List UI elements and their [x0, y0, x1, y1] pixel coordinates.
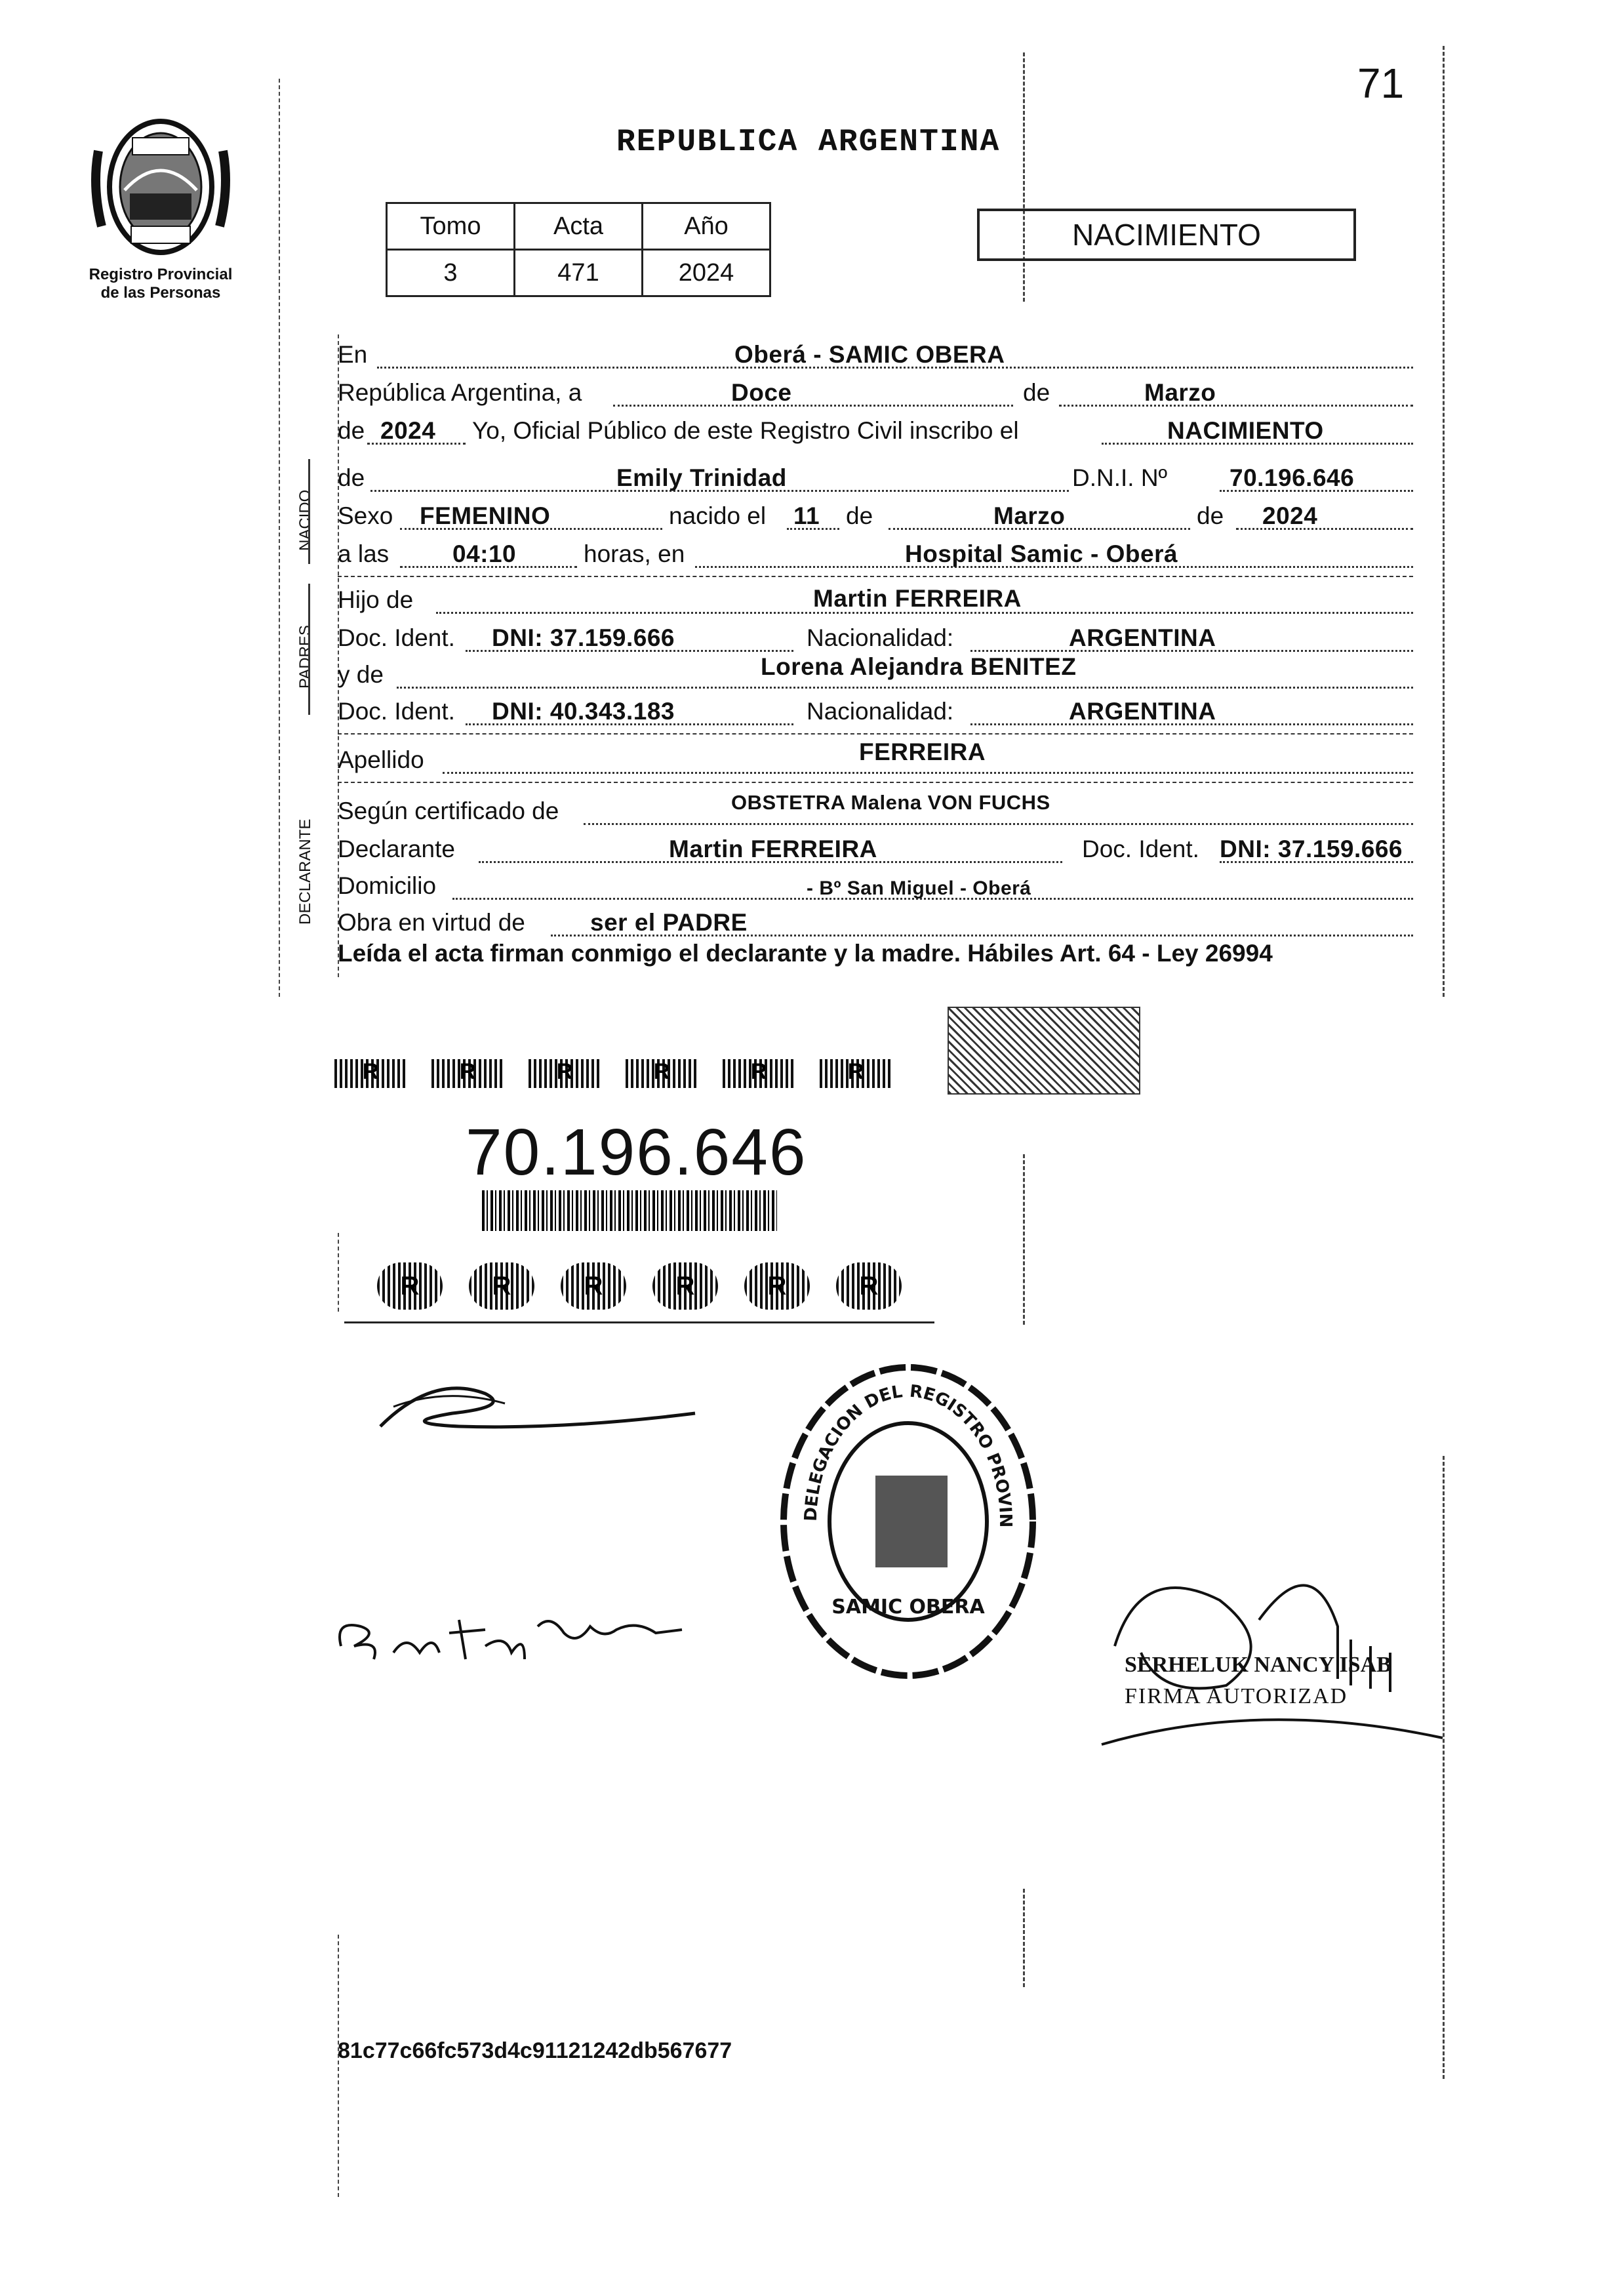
- value-birth-day: 11: [793, 502, 820, 529]
- value-anio: 2024: [643, 250, 770, 296]
- reference-table-value-row: [387, 250, 770, 296]
- row-doc1: [338, 619, 1413, 657]
- label-certificado: Según certificado de: [338, 797, 559, 824]
- stamp-graphic: [770, 1358, 1046, 1685]
- security-band-glyph: R: [469, 1262, 534, 1310]
- label-doc1: Doc. Ident.: [338, 624, 455, 651]
- label-de4: de: [846, 502, 873, 529]
- logo-block: [79, 111, 243, 302]
- section-label-nacido: NACIDO: [296, 489, 314, 551]
- barcode: [482, 1190, 777, 1231]
- center-dashed-line: [1023, 52, 1025, 302]
- center-dashed-line-lower: [1023, 1154, 1025, 1325]
- security-band-glyph: R: [334, 1059, 407, 1088]
- value-place: Hospital Samic - Oberá: [905, 540, 1178, 567]
- label-horas: horas, en: [584, 540, 685, 567]
- row-apellido: [338, 738, 1413, 779]
- document-title: REPUBLICA ARGENTINA: [616, 125, 1001, 160]
- label-obra: Obra en virtud de: [338, 909, 525, 936]
- document-hash: 81c77c66fc573d4c91121242db567677: [338, 2038, 732, 2063]
- value-declarante: Martin FERREIRA: [669, 836, 877, 862]
- value-nac2: ARGENTINA: [1069, 698, 1216, 725]
- dotted-line: [613, 405, 1013, 407]
- value-obra: ser el PADRE: [590, 909, 748, 936]
- row-y-de: [338, 653, 1413, 694]
- value-birth-year: 2024: [1262, 502, 1318, 529]
- security-band-glyph: R: [431, 1059, 504, 1088]
- value-day: Doce: [731, 379, 792, 406]
- security-band-glyph: R: [377, 1262, 443, 1310]
- logo-caption-line2: de las Personas: [100, 284, 221, 302]
- value-year: 2024: [380, 417, 436, 444]
- label-apellido: Apellido: [338, 746, 424, 773]
- row-declarante: [338, 830, 1413, 868]
- value-nac1: ARGENTINA: [1069, 624, 1216, 651]
- value-doc1: DNI: 37.159.666: [492, 624, 675, 651]
- value-domicilio: - Bº San Miguel - Oberá: [807, 877, 1031, 899]
- label-a-las: a las: [338, 540, 390, 567]
- row-sexo: [338, 497, 1413, 535]
- value-tomo: 3: [387, 250, 515, 296]
- signature-name: SERHELUK NANCY ISAB: [1125, 1653, 1391, 1677]
- label-sexo: Sexo: [338, 502, 393, 529]
- security-band-glyph: R: [561, 1262, 626, 1310]
- left-dashed-line: [279, 79, 280, 997]
- row-doc2: [338, 693, 1413, 731]
- security-band-glyph: R: [820, 1059, 892, 1088]
- header-anio: Año: [643, 203, 770, 250]
- security-band-glyph: R: [744, 1262, 810, 1310]
- label-de3: de: [338, 464, 365, 491]
- provincial-seal-logo: [85, 111, 236, 262]
- label-domicilio: Domicilio: [338, 872, 437, 899]
- value-mother: Lorena Alejandra BENITEZ: [761, 653, 1077, 680]
- value-father: Martin FERREIRA: [813, 585, 1022, 612]
- section-label-declarante: DECLARANTE: [296, 818, 314, 925]
- value-doc2: DNI: 40.343.183: [492, 698, 675, 725]
- security-band-glyph: R: [529, 1059, 601, 1088]
- label-y-de: y de: [338, 661, 384, 688]
- value-en: Oberá - SAMIC OBERA: [734, 341, 1005, 368]
- row-inscribo: [338, 412, 1413, 450]
- dotted-line: [1059, 405, 1413, 407]
- separator-line: [338, 733, 1413, 735]
- dotted-line: [443, 772, 1413, 774]
- row-name: [338, 459, 1413, 497]
- label-nac2: Nacionalidad:: [807, 698, 954, 725]
- reference-table-header-row: [387, 203, 770, 250]
- value-time: 04:10: [452, 540, 517, 567]
- value-sexo: FEMENINO: [420, 502, 551, 529]
- label-yo: Yo, Oficial Público de este Registro Civil inscribo el: [472, 417, 1019, 444]
- value-month: Marzo: [1144, 379, 1216, 406]
- label-doc3: Doc. Ident.: [1082, 836, 1199, 862]
- security-band-bottom: [344, 1262, 934, 1323]
- value-dni: 70.196.646: [1229, 464, 1355, 491]
- right-dashed-line: [1443, 46, 1445, 997]
- separator-line: [338, 576, 1413, 577]
- form-left-line-lower: [338, 1233, 339, 1312]
- stamp-inner-text: SAMIC OBERA: [831, 1596, 985, 1619]
- mother-signature: [328, 1567, 695, 1672]
- row-certificado: [338, 792, 1413, 830]
- nacido-bracket: [308, 459, 310, 564]
- label-declarante: Declarante: [338, 836, 455, 862]
- dotted-line: [584, 823, 1413, 825]
- value-inscribo: NACIMIENTO: [1167, 417, 1324, 444]
- official-signature: [354, 1367, 708, 1446]
- value-apellido: FERREIRA: [859, 738, 986, 765]
- row-hora-lugar: [338, 535, 1413, 573]
- security-band-glyph: R: [626, 1059, 698, 1088]
- padres-bracket: [308, 584, 310, 715]
- center-dashed-line-bottom: [1023, 1889, 1025, 1987]
- label-doc2: Doc. Ident.: [338, 698, 455, 725]
- label-en: En: [338, 341, 368, 368]
- page-number: 71: [1357, 60, 1405, 107]
- label-hijo: Hijo de: [338, 586, 414, 613]
- value-doc3: DNI: 37.159.666: [1220, 836, 1403, 862]
- closing-notice: Leída el acta firman conmigo el declarante y la madre. Hábiles Art. 64 - Ley 26994: [338, 940, 1273, 967]
- row-hijo: [338, 581, 1413, 619]
- row-en: [338, 336, 1413, 374]
- section-label-padres: PADRES: [296, 625, 314, 689]
- security-band-top: [334, 1059, 925, 1098]
- security-band-glyph: R: [836, 1262, 902, 1310]
- dotted-line: [397, 687, 1413, 689]
- security-band-glyph: R: [652, 1262, 718, 1310]
- header-tomo: Tomo: [387, 203, 515, 250]
- label-de: de: [1023, 379, 1050, 406]
- label-de2: de: [338, 417, 365, 444]
- label-republica: República Argentina, a: [338, 379, 582, 406]
- value-birth-month: Marzo: [993, 502, 1066, 529]
- row-republica: [338, 374, 1413, 412]
- security-band-glyph: R: [723, 1059, 795, 1088]
- separator-line: [338, 782, 1413, 783]
- label-nacido: nacido el: [669, 502, 767, 529]
- logo-caption-line1: Registro Provincial: [89, 266, 233, 283]
- stamp-outer-text: DELEGACION DEL REGISTRO PROVIN: [801, 1381, 1016, 1528]
- label-dni: D.N.I. Nº: [1072, 464, 1168, 491]
- form-left-line-bottom: [338, 1935, 339, 2197]
- value-certificado: OBSTETRA Malena VON FUCHS: [731, 791, 1050, 814]
- reference-table: [386, 202, 771, 297]
- label-de5: de: [1197, 502, 1224, 529]
- row-domicilio: [338, 867, 1413, 905]
- official-stamp: [770, 1358, 1046, 1689]
- row-obra: [338, 904, 1413, 942]
- hologram-sticker: [948, 1007, 1140, 1095]
- label-nac1: Nacionalidad:: [807, 624, 954, 651]
- signature-role: FIRMA AUTORIZAD: [1125, 1684, 1348, 1708]
- value-name: Emily Trinidad: [616, 464, 787, 491]
- record-type-box: NACIMIENTO: [977, 209, 1356, 261]
- dni-big-label: 70.196.646: [466, 1116, 807, 1189]
- header-acta: Acta: [515, 203, 643, 250]
- value-acta: 471: [515, 250, 643, 296]
